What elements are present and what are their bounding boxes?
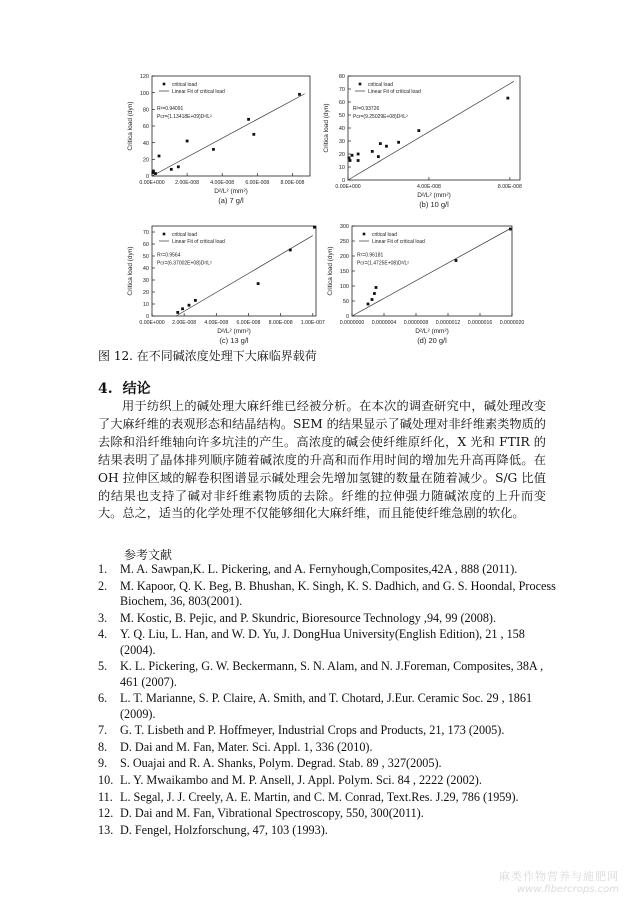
x-tick-label: 0.0000000 — [339, 320, 365, 326]
fit-equation-annotation: Pcr=(1.13418E+09)D²/L² — [157, 114, 212, 120]
reference-text: L. Segal, J. J. Creely, A. E. Martin, and C. M. Conrad, Text.Res. J.29, 786 (1959). — [120, 789, 519, 804]
x-tick-label: 0.00E+000 — [139, 320, 165, 326]
legend-entry: critical load — [368, 82, 394, 88]
y-axis-label: Critica load (dyn) — [327, 246, 334, 296]
y-tick-label: 60 — [142, 124, 149, 131]
data-point — [357, 153, 360, 156]
x-tick-label: 0.0000004 — [371, 320, 397, 326]
reference-text: D. Dai and M. Fan, Mater. Sci. Appl. 1, 336 (2010). — [120, 739, 373, 754]
y-tick-label: 30 — [338, 139, 345, 146]
x-tick-label: 8.00E-008 — [268, 320, 293, 326]
y-tick-label: 150 — [339, 269, 349, 276]
y-tick-label: 10 — [142, 302, 149, 309]
chart-panel-d — [318, 218, 525, 346]
y-tick-label: 50 — [338, 113, 345, 120]
data-point — [377, 155, 380, 158]
fit-equation-annotation: Pcr=(9.25029E+08)D²/L² — [353, 114, 408, 120]
x-tick-label: 4.00E-008 — [204, 320, 229, 326]
conclusion-paragraph: 用于纺织上的碱处理大麻纤维已经被分析。在本次的调查研究中，碱处理改变了大麻纤维的表观形态和结晶结构。SEM 的结果显示了碱处理对非纤维素类物质的去除和沿纤维轴向许多坑洼的产生。高浓度的碱会使纤维原纤化，X 光和 FTIR 的结果表明了晶体排列顺序随着碱浓度的升高和而作用时间的增加先升高再降低。在 OH 拉伸区域的解卷积图谱显示碱处理会先增加氢键的数量在随着减少。S/G 比值的结果也支持了碱对非纤维素物质的去除。纤维的拉伸强力随碱浓度的上升而变大。总之，适当的化学处理不仅能够细化大麻纤维，而且能使纤维急剧的软化。 — [98, 399, 546, 521]
x-axis-label: D²/L² (mm²) — [214, 188, 248, 195]
x-tick-label: 0.00E+000 — [335, 184, 361, 190]
x-tick-label: 0.0000012 — [435, 320, 461, 326]
reference-item — [98, 756, 558, 771]
x-axis-label: D²/L² (mm²) — [417, 192, 451, 199]
panel-label: (a) 7 g/l — [218, 196, 244, 205]
reference-item — [98, 562, 558, 577]
section-title: 结论 — [122, 381, 151, 397]
reference-number: 8. — [98, 739, 108, 754]
legend-entry: critical load — [372, 232, 398, 238]
y-tick-label: 80 — [338, 74, 345, 81]
reference-number: 13. — [98, 822, 114, 837]
data-point — [257, 282, 260, 285]
y-tick-label: 50 — [142, 254, 149, 261]
y-tick-label: 70 — [338, 87, 345, 94]
data-point — [357, 159, 360, 162]
data-point — [252, 133, 255, 136]
legend-marker — [163, 83, 166, 86]
chart-b — [318, 68, 528, 210]
data-point — [373, 292, 376, 295]
x-tick-label: 0.0000016 — [467, 320, 493, 326]
reference-list — [98, 562, 558, 839]
x-tick-label: 8.00E-008 — [280, 180, 305, 186]
figure-caption: 图 12. 在不同碱浓度处理下大麻临界载荷 — [98, 349, 317, 363]
data-point — [371, 298, 374, 301]
y-tick-label: 40 — [142, 266, 149, 273]
data-point — [385, 145, 388, 148]
reference-item — [98, 579, 558, 610]
legend-entry: Linear Fit of critical load — [172, 89, 225, 95]
data-point — [158, 155, 161, 158]
legend-marker — [363, 233, 366, 236]
y-tick-label: 60 — [142, 242, 149, 249]
reference-item — [98, 691, 558, 722]
references-title: 参考文献 — [124, 548, 173, 562]
reference-item — [98, 611, 558, 626]
data-point — [506, 97, 509, 100]
data-point — [509, 228, 512, 231]
y-tick-label: 100 — [339, 284, 349, 291]
data-point — [371, 150, 374, 153]
legend-entry: critical load — [172, 232, 198, 238]
y-tick-label: 70 — [142, 230, 149, 237]
reference-text: Y. Q. Liu, L. Han, and W. D. Yu, J. DongHua University(English Edition), 21 , 158 (2004). — [120, 627, 525, 657]
section-heading — [98, 378, 161, 398]
fit-equation-annotation: Pcr=(1.4725E+08)D²/L² — [357, 260, 409, 267]
reference-text: D. Fengel, Holzforschung, 47, 103 (1993). — [120, 822, 328, 837]
y-axis-label: Critica load (dyn) — [323, 103, 330, 153]
data-point — [349, 159, 352, 162]
r-squared-annotation: R²=0.94091 — [157, 106, 184, 112]
data-point — [455, 259, 458, 262]
reference-number: 3. — [98, 610, 108, 625]
x-tick-label: 4.00E-008 — [210, 180, 235, 186]
data-point — [379, 142, 382, 145]
reference-item — [98, 806, 558, 821]
reference-number: 6. — [98, 691, 108, 706]
y-tick-label: 50 — [342, 299, 349, 306]
data-point — [289, 249, 292, 252]
data-point — [186, 140, 189, 143]
x-tick-label: 4.00E-008 — [416, 184, 441, 190]
data-point — [247, 118, 250, 121]
watermark — [499, 868, 619, 895]
x-tick-label: 6.00E-008 — [245, 180, 270, 186]
y-tick-label: 300 — [339, 224, 349, 231]
reference-text: M. Kapoor, Q. K. Beg, B. Bhushan, K. Singh, K. S. Dadhich, and G. S. Hoondal, Process Biochem, 36, 803(2001). — [120, 578, 556, 608]
chart-c — [118, 218, 323, 346]
data-point — [177, 165, 180, 168]
y-tick-label: 40 — [142, 140, 149, 147]
x-tick-label: 2.00E-008 — [175, 180, 200, 186]
reference-text: S. Ouajai and R. A. Shanks, Polym. Degrad. Stab. 89 , 327(2005). — [120, 756, 442, 771]
data-point — [188, 304, 191, 307]
y-tick-label: 60 — [338, 100, 345, 107]
panel-label: (d) 20 g/l — [417, 336, 447, 345]
data-point — [417, 129, 420, 132]
x-tick-label: 0.00E+000 — [139, 180, 165, 186]
data-point — [176, 311, 179, 314]
reference-item — [98, 773, 558, 788]
reference-item — [98, 723, 558, 738]
section-number: 4. — [98, 381, 113, 397]
x-tick-label: 8.00E-008 — [497, 184, 522, 190]
reference-item — [98, 659, 558, 690]
reference-item — [98, 790, 558, 805]
data-point — [181, 307, 184, 310]
x-tick-label: 1.00E-007 — [300, 320, 325, 326]
y-tick-label: 30 — [142, 278, 149, 285]
y-axis-label: Critica load (dyn) — [127, 246, 134, 296]
legend-entry: Linear Fit of critical load — [368, 89, 421, 95]
y-tick-label: 0 — [341, 178, 345, 185]
y-tick-label: 20 — [338, 152, 345, 159]
reference-number: 10. — [98, 772, 114, 787]
y-axis-label: Critica load (dyn) — [127, 101, 134, 151]
data-point — [313, 226, 316, 229]
x-axis-label: D²/L² (mm²) — [415, 328, 449, 335]
r-squared-annotation: R²=0.93726 — [353, 106, 380, 112]
panel-label: (c) 13 g/l — [219, 336, 249, 345]
y-tick-label: 0 — [145, 314, 149, 321]
data-point — [397, 141, 400, 144]
reference-number: 4. — [98, 627, 108, 642]
data-point — [375, 286, 378, 289]
y-tick-label: 20 — [142, 290, 149, 297]
y-tick-label: 20 — [142, 157, 149, 164]
reference-item — [98, 823, 558, 838]
reference-number: 1. — [98, 562, 108, 576]
reference-number: 12. — [98, 806, 114, 821]
y-tick-label: 40 — [338, 126, 345, 133]
data-point — [194, 299, 197, 302]
data-point — [348, 157, 351, 160]
data-point — [152, 170, 155, 173]
reference-number: 11. — [98, 789, 113, 804]
reference-item — [98, 627, 558, 658]
y-tick-label: 200 — [339, 254, 349, 261]
fit-line — [176, 236, 313, 316]
data-point — [170, 168, 173, 171]
fit-equation-annotation: Pcr=(6.37002E+08)D²/L² — [157, 260, 212, 267]
x-tick-label: 2.00E-008 — [172, 320, 197, 326]
r-squared-annotation: R²=0.96181 — [357, 252, 384, 259]
r-squared-annotation: R²=0.9564 — [157, 252, 181, 259]
reference-text: M. Kostic, B. Pejic, and P. Skundric, Bioresource Technology ,94, 99 (2008). — [120, 610, 497, 625]
x-tick-label: 6.00E-008 — [236, 320, 261, 326]
legend-entry: critical load — [172, 82, 198, 88]
fit-line — [348, 81, 514, 180]
reference-number: 5. — [98, 659, 108, 674]
watermark-url: www.fibercrops.com — [517, 884, 619, 895]
y-tick-label: 80 — [142, 107, 149, 114]
data-point — [212, 148, 215, 151]
chart-a — [118, 68, 316, 210]
reference-text: G. T. Lisbeth and P. Hoffmeyer, Industrial Crops and Products, 21, 173 (2005). — [120, 723, 505, 738]
reference-text: L. Y. Mwaikambo and M. P. Ansell, J. Appl. Polym. Sci. 84 , 2222 (2002). — [120, 772, 482, 787]
data-point — [154, 172, 157, 175]
chart-d — [318, 218, 525, 346]
reference-text: K. L. Pickering, G. W. Beckermann, S. N. Alam, and N. J.Foreman, Composites, 38A , 461 (2007). — [120, 659, 544, 689]
chart-panel-b — [318, 68, 528, 210]
y-tick-label: 250 — [339, 239, 349, 246]
chart-panel-c — [118, 218, 323, 346]
y-tick-label: 0 — [145, 174, 149, 181]
legend-entry: Linear Fit of critical load — [172, 239, 225, 245]
reference-text: D. Dai and M. Fan, Vibrational Spectroscopy, 550, 300(2011). — [120, 806, 424, 821]
x-tick-label: 0.0000008 — [403, 320, 429, 326]
x-axis-label: D²/L² (mm²) — [217, 328, 251, 335]
chart-panel-a — [118, 68, 316, 210]
reference-number: 9. — [98, 756, 108, 771]
legend-entry: Linear Fit of critical load — [372, 239, 425, 245]
reference-number: 7. — [98, 723, 108, 738]
reference-text: M. A. Sawpan,K. L. Pickering, and A. Fernyhough,Composites,42A , 888 (2011). — [120, 562, 518, 576]
legend-marker — [163, 233, 166, 236]
watermark-site-name: 麻类作物营养与施肥网 — [499, 870, 619, 883]
reference-number: 2. — [98, 578, 108, 593]
reference-item — [98, 740, 558, 755]
y-tick-label: 100 — [139, 90, 149, 97]
y-tick-label: 10 — [338, 165, 345, 172]
reference-text: L. T. Marianne, S. P. Claire, A. Smith, and T. Chotard, J.Eur. Ceramic Soc. 29 , 1861 (2009). — [120, 691, 533, 721]
panel-label: (b) 10 g/l — [419, 200, 449, 209]
data-point — [367, 303, 370, 306]
x-tick-label: 0.0000020 — [499, 320, 525, 326]
y-tick-label: 0 — [345, 314, 349, 321]
legend-marker — [359, 83, 362, 86]
data-point — [351, 154, 354, 157]
y-tick-label: 120 — [139, 74, 149, 81]
data-point — [298, 93, 301, 96]
